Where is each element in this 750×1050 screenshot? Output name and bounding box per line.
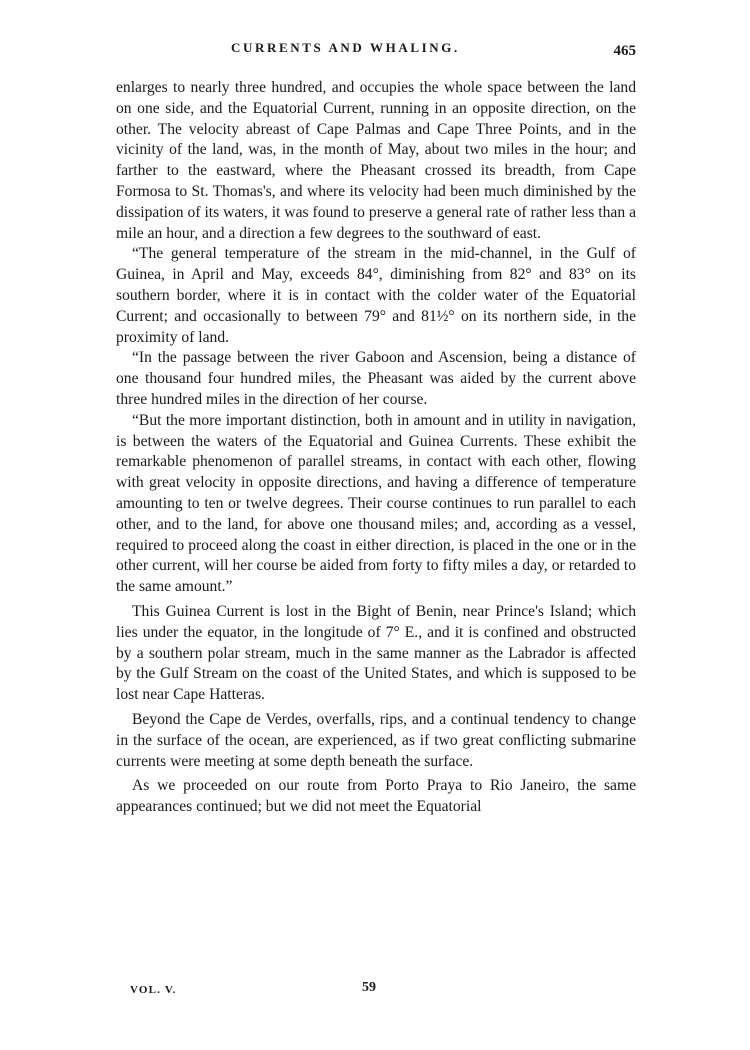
running-title: CURRENTS AND WHALING. — [231, 40, 460, 55]
volume-mark: VOL. V. — [130, 984, 177, 996]
paragraph-cape-de-verdes: Beyond the Cape de Verdes, overfalls, rips, and a continual tendency to change in the surface of the ocean, are experienced, as if two great conflicting submarine currents were meeting at some depth beneath the surface. — [116, 710, 636, 770]
signature-mark: 59 — [362, 980, 376, 995]
paragraph-continued: enlarges to nearly three hundred, and occupies the whole space between the land on one side, and the Equatorial Current, running in an opposite direction, on the other. The velocity abreast of Cape Palmas and Cape Three Points, and in the vicinity of the land, was, in the month of May, about two miles in the hour; and farther to the eastward, where the Pheasant crossed its breadth, from Cape Formosa to St. Thomas's, and where its velocity had been much diminished by the dissipation of its waters, it was found to preserve a general rate of rather less than a mile an hour, and a direction a few degrees to the southward of east. — [116, 79, 636, 242]
paragraph-temperature-quote: “The general temperature of the stream in the mid-channel, in the Gulf of Guinea, in April and May, exceeds 84°, diminishing from 82° and 83° on its southern border, where it is in contact with the colder water of the Equatorial Current; and occasionally to between 79° and 81½° on its northern side, in the proximity of land. — [116, 245, 636, 346]
paragraph-gaboon-quote: “In the passage between the river Gaboon and Ascension, being a distance of one thousand four hundred miles, the Pheasant was aided by the current above three hundred miles in the direction of her course. — [116, 349, 636, 408]
paragraph-porto-praya: As we proceeded on our route from Porto Praya to Rio Janeiro, the same appearances continued; but we did not meet the Equatorial — [116, 777, 636, 816]
body-text — [116, 78, 636, 818]
paragraph-guinea-current: This Guinea Current is lost in the Bight of Benin, near Prince's Island; which lies under the equator, in the longitude of 7° E., and it is confined and obstructed by a southern polar stream, much in the same manner as the Labrador is affected by the Gulf Stream on the coast of the United States, and which is supposed to be lost near Cape Hatteras. — [116, 602, 636, 704]
page-number: 465 — [613, 43, 636, 59]
running-head — [116, 40, 636, 64]
paragraph-distinction-quote: “But the more important distinction, both in amount and in utility in navigation, is between the waters of the Equatorial and Guinea Currents. These exhibit the remarkable phenomenon of parallel streams, in contact with each other, flowing with great velocity in opposite directions, and having a difference of temperature amounting to ten or twelve degrees. Their course continues to run parallel to each other, and to the land, for above one thousand miles; and, according as a vessel, required to proceed along the coast in either direction, is placed in the one or in the other current, will her course be aided from forty to fifty miles a day, or retarded to the same amount.” — [116, 411, 636, 596]
page-footer — [116, 980, 636, 1000]
